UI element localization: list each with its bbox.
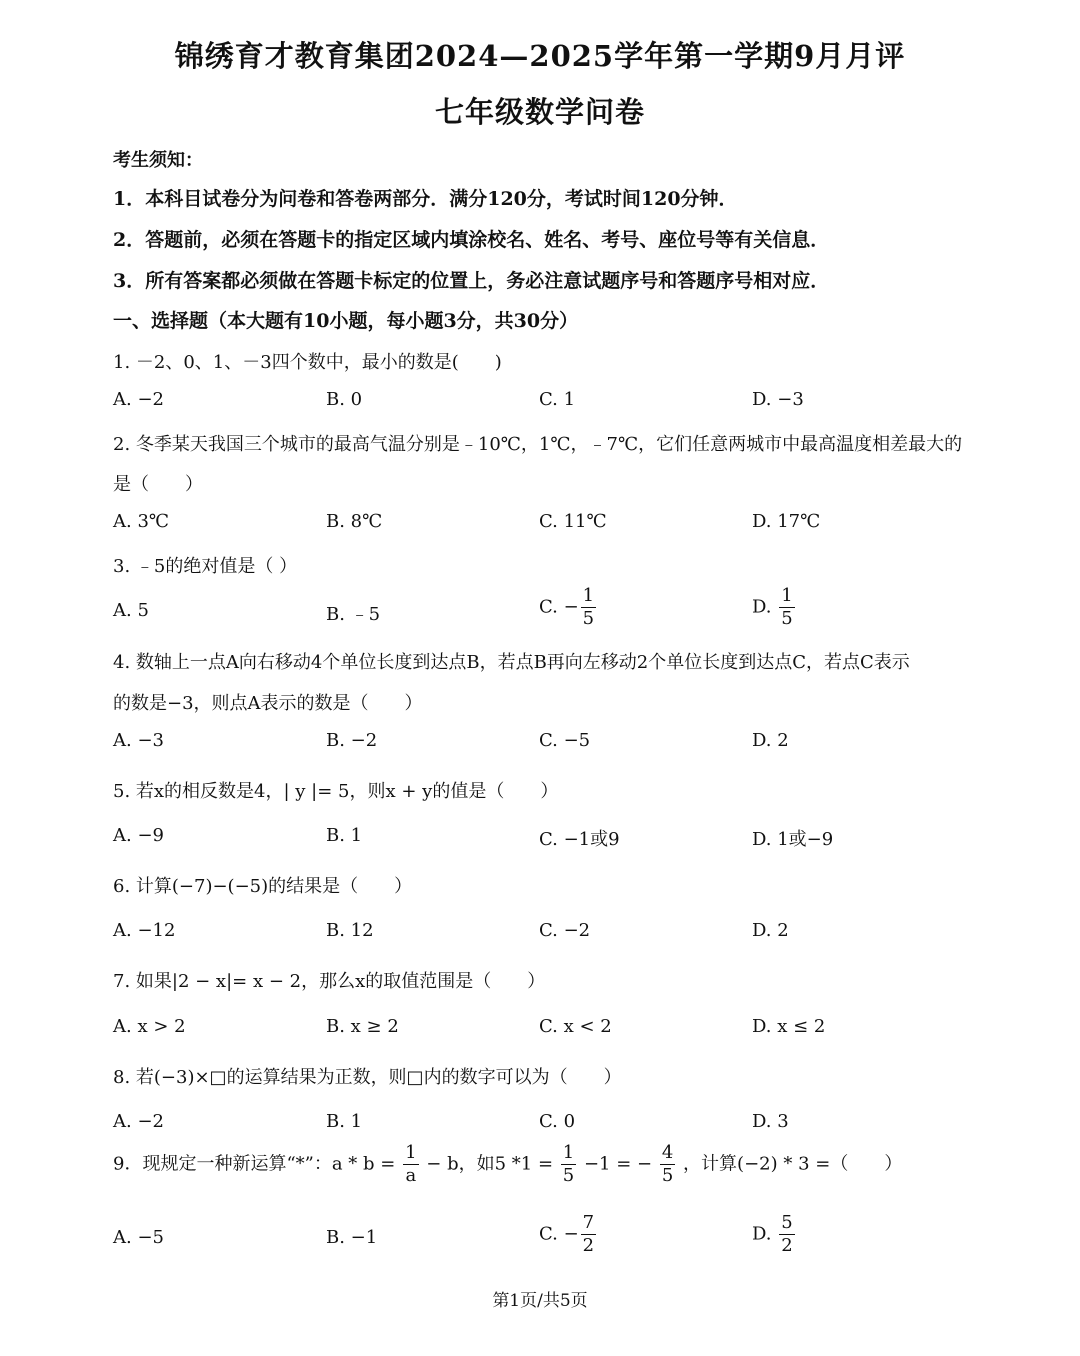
question-stem: 5. 若x的相反数是4，| y |= 5，则x + y的值是（ ） (113, 781, 559, 802)
question-stem: 1. －2、0、1、－3四个数中，最小的数是( ) (113, 352, 502, 373)
option-a: A. −5 (113, 1227, 164, 1248)
option-d: D. 3 (752, 1111, 789, 1132)
option-a: A. −2 (113, 1111, 164, 1132)
fraction (403, 1142, 418, 1187)
stem-part: − b，如5 *1 = (426, 1153, 554, 1175)
option-d: D. 17℃ (752, 511, 821, 532)
fraction (561, 1142, 576, 1187)
denominator: 5 (661, 1165, 674, 1186)
notice-item: 1．本科目试卷分为问卷和答卷两部分．满分120分，考试时间120分钟． (113, 188, 738, 210)
option-c: C. x < 2 (539, 1016, 612, 1037)
question-stem: 8. 若(−3)×□的运算结果为正数，则□内的数字可以为（ ） (113, 1067, 622, 1088)
fraction (581, 1212, 596, 1257)
numerator: 1 (781, 585, 793, 606)
fraction (581, 585, 596, 630)
question-stem-cont: 是（ ） (113, 474, 203, 495)
option-a: A. −3 (113, 730, 164, 751)
option-b: B. −1 (326, 1227, 378, 1248)
numerator: 7 (582, 1212, 595, 1233)
question-stem: 7. 如果|2 − x|= x − 2，那么x的取值范围是（ ） (113, 971, 546, 992)
question-stem: 4. 数轴上一点A向右移动4个单位长度到达点B，若点B再向左移动2个单位长度到达点C，若点C表示 (113, 652, 910, 673)
option-a: A. 5 (113, 600, 149, 621)
numerator: 1 (582, 585, 595, 606)
option-a: A. −9 (113, 825, 164, 846)
option-b: B. x ≥ 2 (326, 1016, 399, 1037)
option-d (752, 1212, 797, 1257)
page-footer: 第1页/共5页 (492, 1291, 588, 1311)
option-d: D. −3 (752, 389, 804, 410)
option-a: A. 3℃ (113, 511, 170, 532)
option-b: B. ﹣5 (326, 604, 381, 625)
section-title: 一、选择题（本大题有10小题，每小题3分，共30分） (113, 310, 579, 332)
fraction (779, 585, 794, 630)
option-c: C. −2 (539, 920, 591, 941)
notice-item: 3．所有答案都必须做在答题卡标定的位置上，务必注意试题序号和答题序号相对应． (113, 270, 830, 292)
option-c: C. −1或9 (539, 829, 620, 850)
question-stem: 3. ﹣5的绝对值是（ ） (113, 556, 298, 577)
option-a: A. −12 (113, 920, 176, 941)
numerator: 5 (781, 1212, 793, 1233)
option-b: B. 12 (326, 920, 374, 941)
option-label: D. (752, 1223, 778, 1245)
option-d: D. x ≤ 2 (752, 1016, 826, 1037)
option-c (539, 1212, 598, 1257)
notice-heading: 考生须知： (113, 150, 203, 171)
option-a: A. −2 (113, 389, 164, 410)
denominator: 2 (582, 1235, 595, 1256)
option-label: C. − (539, 1223, 579, 1245)
option-b: B. 0 (326, 389, 363, 410)
numerator: 4 (661, 1142, 674, 1163)
fraction (779, 1212, 794, 1257)
denominator: 2 (781, 1235, 793, 1256)
option-c: C. 11℃ (539, 511, 607, 532)
stem-part: ，计算(−2) * 3 =（ ） (683, 1153, 903, 1175)
numerator: 1 (405, 1142, 417, 1163)
option-c: C. −5 (539, 730, 591, 751)
fraction (660, 1142, 675, 1187)
denominator: a (405, 1165, 417, 1186)
exam-subtitle: 七年级数学问卷 (434, 95, 645, 129)
option-d: D. 2 (752, 730, 789, 751)
option-b: B. 8℃ (326, 511, 383, 532)
option-b: B. 1 (326, 825, 363, 846)
question-stem-cont: 的数是−3，则点A表示的数是（ ） (113, 693, 423, 714)
question-stem (113, 1142, 902, 1187)
option-d: D. 1或−9 (752, 829, 834, 850)
option-c (539, 585, 598, 630)
option-label: D. (752, 596, 778, 618)
option-b: B. 1 (326, 1111, 363, 1132)
option-c: C. 0 (539, 1111, 576, 1132)
question-stem: 2. 冬季某天我国三个城市的最高气温分别是﹣10℃，1℃，﹣7℃，它们任意两城市中最高温度相差最大的 (113, 434, 963, 455)
denominator: 5 (582, 608, 595, 629)
option-d: D. 2 (752, 920, 789, 941)
option-b: B. −2 (326, 730, 378, 751)
option-c: C. 1 (539, 389, 576, 410)
exam-title: 锦绣育才教育集团2024—2025学年第一学期9月月评 (174, 39, 906, 73)
option-a: A. x > 2 (113, 1016, 186, 1037)
denominator: 5 (562, 1165, 575, 1186)
notice-item: 2．答题前，必须在答题卡的指定区域内填涂校名、姓名、考号、座位号等有关信息． (113, 229, 830, 251)
option-label: C. − (539, 596, 579, 618)
question-stem: 6. 计算(−7)−(−5)的结果是（ ） (113, 876, 413, 897)
option-d (752, 585, 797, 630)
numerator: 1 (562, 1142, 575, 1163)
stem-part: −1 = − (583, 1153, 653, 1175)
denominator: 5 (781, 608, 793, 629)
stem-part: 9．现规定一种新运算“*”：a * b = (113, 1153, 396, 1175)
